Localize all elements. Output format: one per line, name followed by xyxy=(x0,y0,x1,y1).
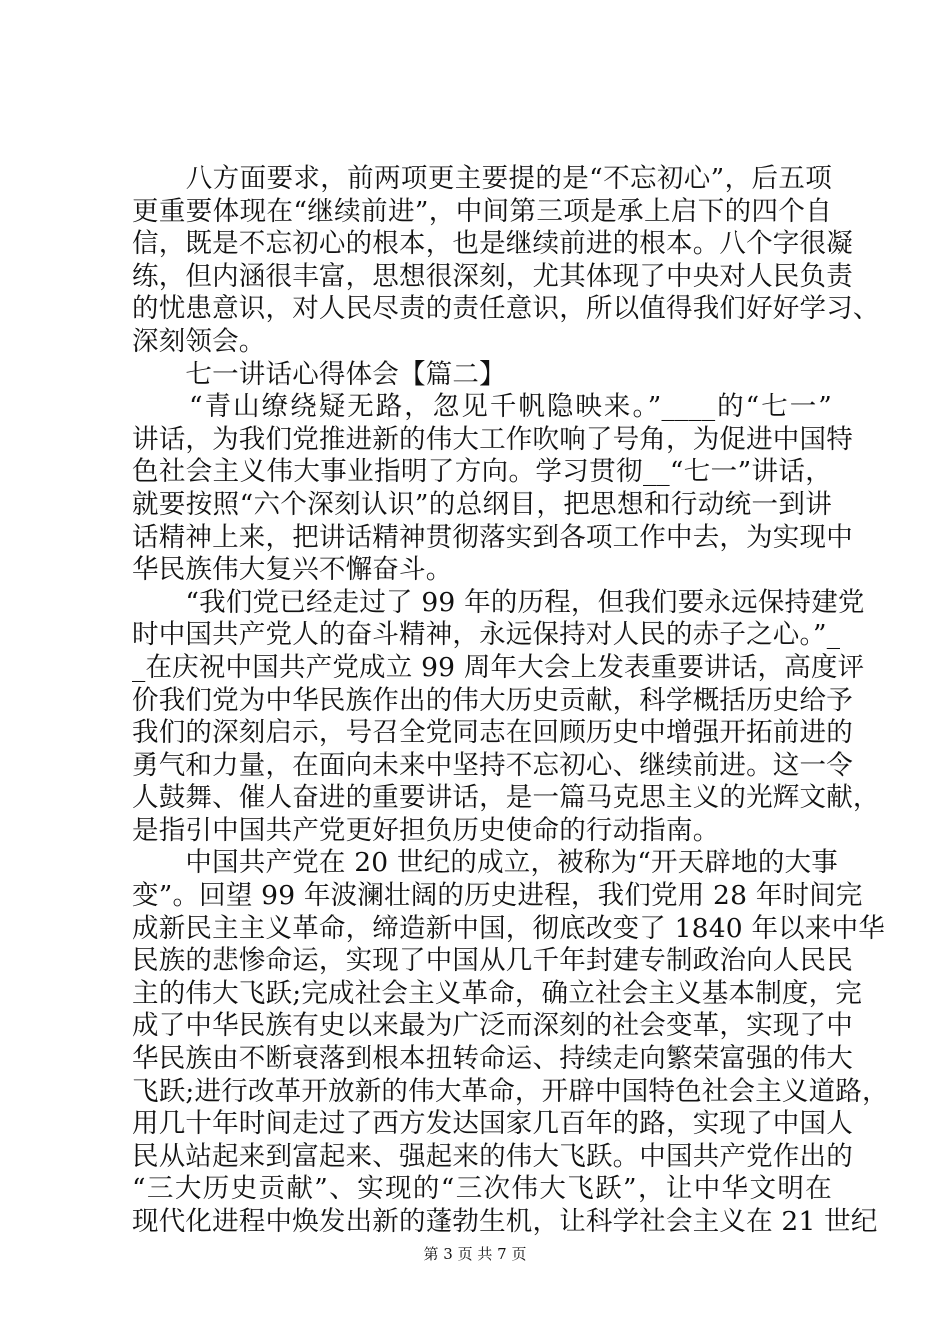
text-line: _在庆祝中国共产党成立 99 周年大会上发表重要讲话，高度评 xyxy=(132,651,865,683)
text-line: 主的伟大飞跃;完成社会主义革命，确立社会主义基本制度，完 xyxy=(132,977,863,1009)
text-line: 民族的悲惨命运，实现了中国从几千年封建专制政治向人民民 xyxy=(132,945,853,977)
text-line: 人鼓舞、催人奋进的重要讲话，是一篇马克思主义的光辉文献， xyxy=(132,782,880,814)
text-line: 用几十年时间走过了西方发达国家几百年的路，实现了中国人 xyxy=(132,1108,853,1140)
text-line: 我们的深刻启示，号召全党同志在回顾历史中增强开拓前进的 xyxy=(132,717,853,749)
page-footer: 第 3 页 共 7 页 xyxy=(423,1245,527,1263)
text-line: 价我们党为中华民族作出的伟大历史贡献，科学概括历史给予 xyxy=(132,684,853,716)
text-line: 信，既是不忘初心的根本，也是继续前进的根本。八个字很凝 xyxy=(132,228,853,260)
text-line: 讲话，为我们党推进新的伟大工作吹响了号角，为促进中国特 xyxy=(132,423,853,455)
text-line: 飞跃;进行改革开放新的伟大革命，开辟中国特色社会主义道路， xyxy=(132,1075,889,1107)
text-line: “三大历史贡献”、实现的“三次伟大飞跃”，让中华文明在 xyxy=(132,1173,832,1205)
text-line: 勇气和力量，在面向未来中坚持不忘初心、继续前进。这一令 xyxy=(132,749,853,781)
text-line: 现代化进程中焕发出新的蓬勃生机，让科学社会主义在 21 世纪 xyxy=(132,1206,878,1237)
text-line: 深刻领会。 xyxy=(132,325,266,357)
text-line: 时中国共产党人的奋斗精神，永远保持对人民的赤子之心。”_ xyxy=(132,619,841,651)
text-line: 就要按照“六个深刻认识”的总纲目，把思想和行动统一到讲 xyxy=(132,488,832,520)
text-line: 八方面要求，前两项更主要提的是“不忘初心”，后五项 xyxy=(132,163,832,194)
text-line: 华民族伟大复兴不懈奋斗。 xyxy=(132,554,453,586)
text-line: 成新民主主义革命，缔造新中国，彻底改变了 1840 年以来中华 xyxy=(132,912,885,944)
text-line: 的忧患意识，对人民尽责的责任意识，所以值得我们好好学习、 xyxy=(132,293,880,325)
text-line: 民从站起来到富起来、强起来的伟大飞跃。中国共产党作出的 xyxy=(132,1140,853,1172)
text-line: 中国共产党在 20 世纪的成立，被称为“开天辟地的大事 xyxy=(132,847,838,879)
text-line: 华民族由不断衰落到根本扭转命运、持续走向繁荣富强的伟大 xyxy=(132,1043,853,1075)
text-line: 七一讲话心得体会【篇二】 xyxy=(132,358,506,390)
text-line: 是指引中国共产党更好担负历史使命的行动指南。 xyxy=(132,814,720,846)
text-line: “青山缭绕疑无路，忽见千帆隐映来。”____的“七一” xyxy=(132,391,832,423)
text-line: 变”。回望 99 年波澜壮阔的历史进程，我们党用 28 年时间完 xyxy=(132,880,863,912)
text-line: 色社会主义伟大事业指明了方向。学习贯彻__“七一”讲话， xyxy=(132,456,832,488)
text-line: 成了中华民族有史以来最为广泛而深刻的社会变革，实现了中 xyxy=(132,1010,853,1042)
text-line: 练，但内涵很丰富，思想很深刻，尤其体现了中央对人民负责 xyxy=(132,260,853,292)
text-line: “我们党已经走过了 99 年的历程，但我们要永远保持建党 xyxy=(132,586,865,618)
text-line: 话精神上来，把讲话精神贯彻落实到各项工作中去，为实现中 xyxy=(132,521,853,553)
text-line: 更重要体现在“继续前进”，中间第三项是承上启下的四个自 xyxy=(132,195,832,227)
document-body xyxy=(132,163,889,1239)
